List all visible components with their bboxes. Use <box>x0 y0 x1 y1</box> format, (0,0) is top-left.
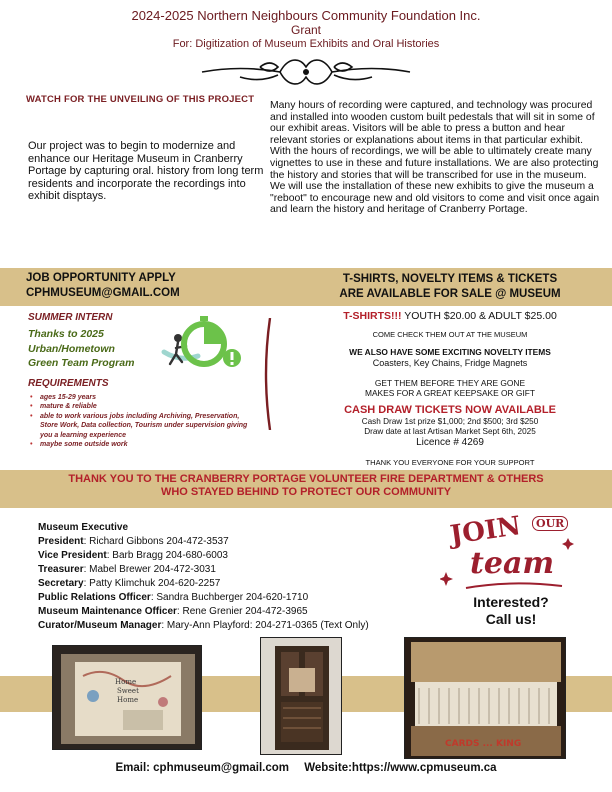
watch-heading: WATCH FOR THE UNVEILING OF THIS PROJECT <box>26 94 255 105</box>
header-title: 2024-2025 Northern Neighbours Community Foundation Inc. <box>131 8 481 23</box>
list-item: • maybe some outside work <box>30 440 258 449</box>
executive-row <box>38 563 369 577</box>
team-word: team <box>470 546 555 581</box>
novelty-items: Coasters, Key Chains, Fridge Magnets <box>372 358 528 368</box>
role-label: Vice President <box>38 550 107 561</box>
cash-draw-prizes: Cash Draw 1st prize $1,000; 2nd $500; 3rd $250 <box>361 416 539 426</box>
list-item: • ages 15-29 years <box>30 393 258 402</box>
licence-number: Licence # 4269 <box>416 436 484 448</box>
sales-info <box>300 309 600 467</box>
project-paragraph-1: Many hours of recording were captured, and technology was procured and installed into wooden custom built pedestals that will sit in some of our exhibit areas. Visitors will be able to press a button and hear relevant stories or explanations about items in that particular exhibit. With the hours of recordings, we will be able to ultimately create many vignettes to use in these and future installations. We are also protecting the history and stories that will be transcribed for use in the museum. <box>270 100 599 181</box>
intro-paragraph: Our project was to begin to modernize and enhance our Heritage Museum in Cranberry Portage by capturing oral. history from long term residents and incorporate the recordings into exhibit disptays. <box>28 140 264 203</box>
role-detail: : Richard Gibbons 204-472-3537 <box>83 536 229 547</box>
card-box-photo <box>404 637 566 759</box>
project-paragraph-2: We will use the installation of these new exhibits to give the museum a "reboot" to encourage new and old visitors to come and visit once again and learn the history and heritage of Cranberry Portage. <box>270 181 600 216</box>
tshirt-label: T-SHIRTS!!! <box>343 310 402 322</box>
cabinet-image <box>261 638 342 755</box>
photo1-word1: Home <box>115 678 137 686</box>
role-label: Treasurer <box>38 564 84 575</box>
role-label: Curator/Museum Manager <box>38 620 162 631</box>
role-detail: : Sandra Buchberger 204-620-1710 <box>150 592 309 603</box>
role-detail: : Mabel Brewer 204-472-3031 <box>83 564 216 575</box>
role-label: Secretary <box>38 578 84 589</box>
role-detail: : Rene Grenier 204-472-3965 <box>176 606 308 617</box>
executive-row <box>38 577 369 591</box>
tshirt-prices <box>300 309 600 323</box>
screen-cabinet-photo <box>260 637 342 755</box>
header-subtitle: For: Digitization of Museum Exhibits and Oral Histories <box>172 38 440 50</box>
cash-draw-date: Draw date at last Artisan Market Sept 6th, 2025 <box>364 426 536 436</box>
get-them-line1: GET THEM BEFORE THEY ARE GONE <box>374 378 526 388</box>
role-detail: : Mary-Ann Playford: 204-271-0365 (Text Only) <box>161 620 369 631</box>
intern-thanks <box>28 327 134 371</box>
role-label: President <box>38 536 84 547</box>
role-detail: : Patty Klimchuk 204-620-2257 <box>83 578 221 589</box>
summer-intern-title: SUMMER INTERN <box>28 312 113 323</box>
museum-executive <box>38 521 369 633</box>
interested-call-us <box>456 594 566 628</box>
volunteer-line2: WHO STAYED BEHIND TO PROTECT OUR COMMUNITY <box>160 486 452 498</box>
executive-title: Museum Executive <box>38 522 129 533</box>
footer-email: Email: cphmuseum@gmail.com <box>115 762 289 774</box>
document-header <box>0 8 612 51</box>
join-our-team-graphic <box>436 512 584 637</box>
sale-heading-line2: ARE AVAILABLE FOR SALE @ MUSEUM <box>339 288 561 300</box>
executive-row <box>38 619 369 633</box>
our-word: OUR <box>532 516 568 531</box>
card-box-label: CARDS ... KING <box>445 739 522 749</box>
photo1-word3: Home <box>117 696 139 704</box>
sparkle-icon <box>440 532 580 592</box>
list-item: • able to work various jobs including Archiving, Preservation, Store Work, Data collection, Tourism under supervision giving you a learning experience <box>30 412 258 440</box>
job-email: CPHMUSEUM@GMAIL.COM <box>26 287 180 299</box>
thanks-line1: Thanks to 2025 <box>28 328 104 340</box>
card-box-image <box>405 638 566 759</box>
home-sweet-home-photo <box>52 645 202 750</box>
job-opportunity <box>26 271 180 301</box>
call-us-text: Call us! <box>485 611 537 627</box>
sale-heading <box>300 272 600 302</box>
cash-draw-heading: CASH DRAW TICKETS NOW AVAILABLE <box>344 403 556 416</box>
role-label: Public Relations Officer <box>38 592 151 603</box>
interested-text: Interested? <box>473 594 549 610</box>
job-heading: JOB OPPORTUNITY APPLY <box>26 272 176 284</box>
get-them-line2: MAKES FOR A GREAT KEEPSAKE OR GIFT <box>364 388 536 399</box>
embroidery-image <box>53 646 202 750</box>
footer-website: Website:https://www.cpmuseum.ca <box>304 762 497 774</box>
volunteer-thanks <box>0 473 612 499</box>
executive-row <box>38 549 369 563</box>
thanks-line2: Urban/Hometown <box>28 342 115 355</box>
requirements-title: REQUIREMENTS <box>28 378 109 389</box>
project-description <box>270 100 600 216</box>
sale-heading-line1: T-SHIRTS, NOVELTY ITEMS & TICKETS <box>342 273 558 285</box>
thank-you-support: THANK YOU EVERYONE FOR YOUR SUPPORT <box>365 457 535 467</box>
list-item: • mature & reliable <box>30 402 258 411</box>
tshirt-price: YOUTH $20.00 & ADULT $25.00 <box>401 310 557 322</box>
requirements-list <box>30 393 258 449</box>
novelty-heading: WE ALSO HAVE SOME EXCITING NOVELTY ITEMS <box>349 347 551 357</box>
come-check-text: COME CHECK THEM OUT AT THE MUSEUM <box>372 330 528 339</box>
role-label: Museum Maintenance Officer <box>38 606 177 617</box>
executive-row <box>38 535 369 549</box>
photo1-word2: Sweet <box>117 687 139 695</box>
intern-timer-icon <box>160 312 250 378</box>
volunteer-line1: THANK YOU TO THE CRANBERRY PORTAGE VOLUNTEER FIRE DEPARTMENT & OTHERS <box>68 473 544 485</box>
role-detail: : Barb Bragg 204-680-6003 <box>106 550 228 561</box>
decorative-divider <box>262 318 274 430</box>
executive-row <box>38 605 369 619</box>
footer-contact <box>0 762 612 774</box>
header-grant: Grant <box>290 23 321 37</box>
executive-row <box>38 591 369 605</box>
thanks-line3: Green Team Program <box>28 357 135 369</box>
flourish-ornament <box>200 55 412 89</box>
join-word: JOIN <box>448 511 523 551</box>
